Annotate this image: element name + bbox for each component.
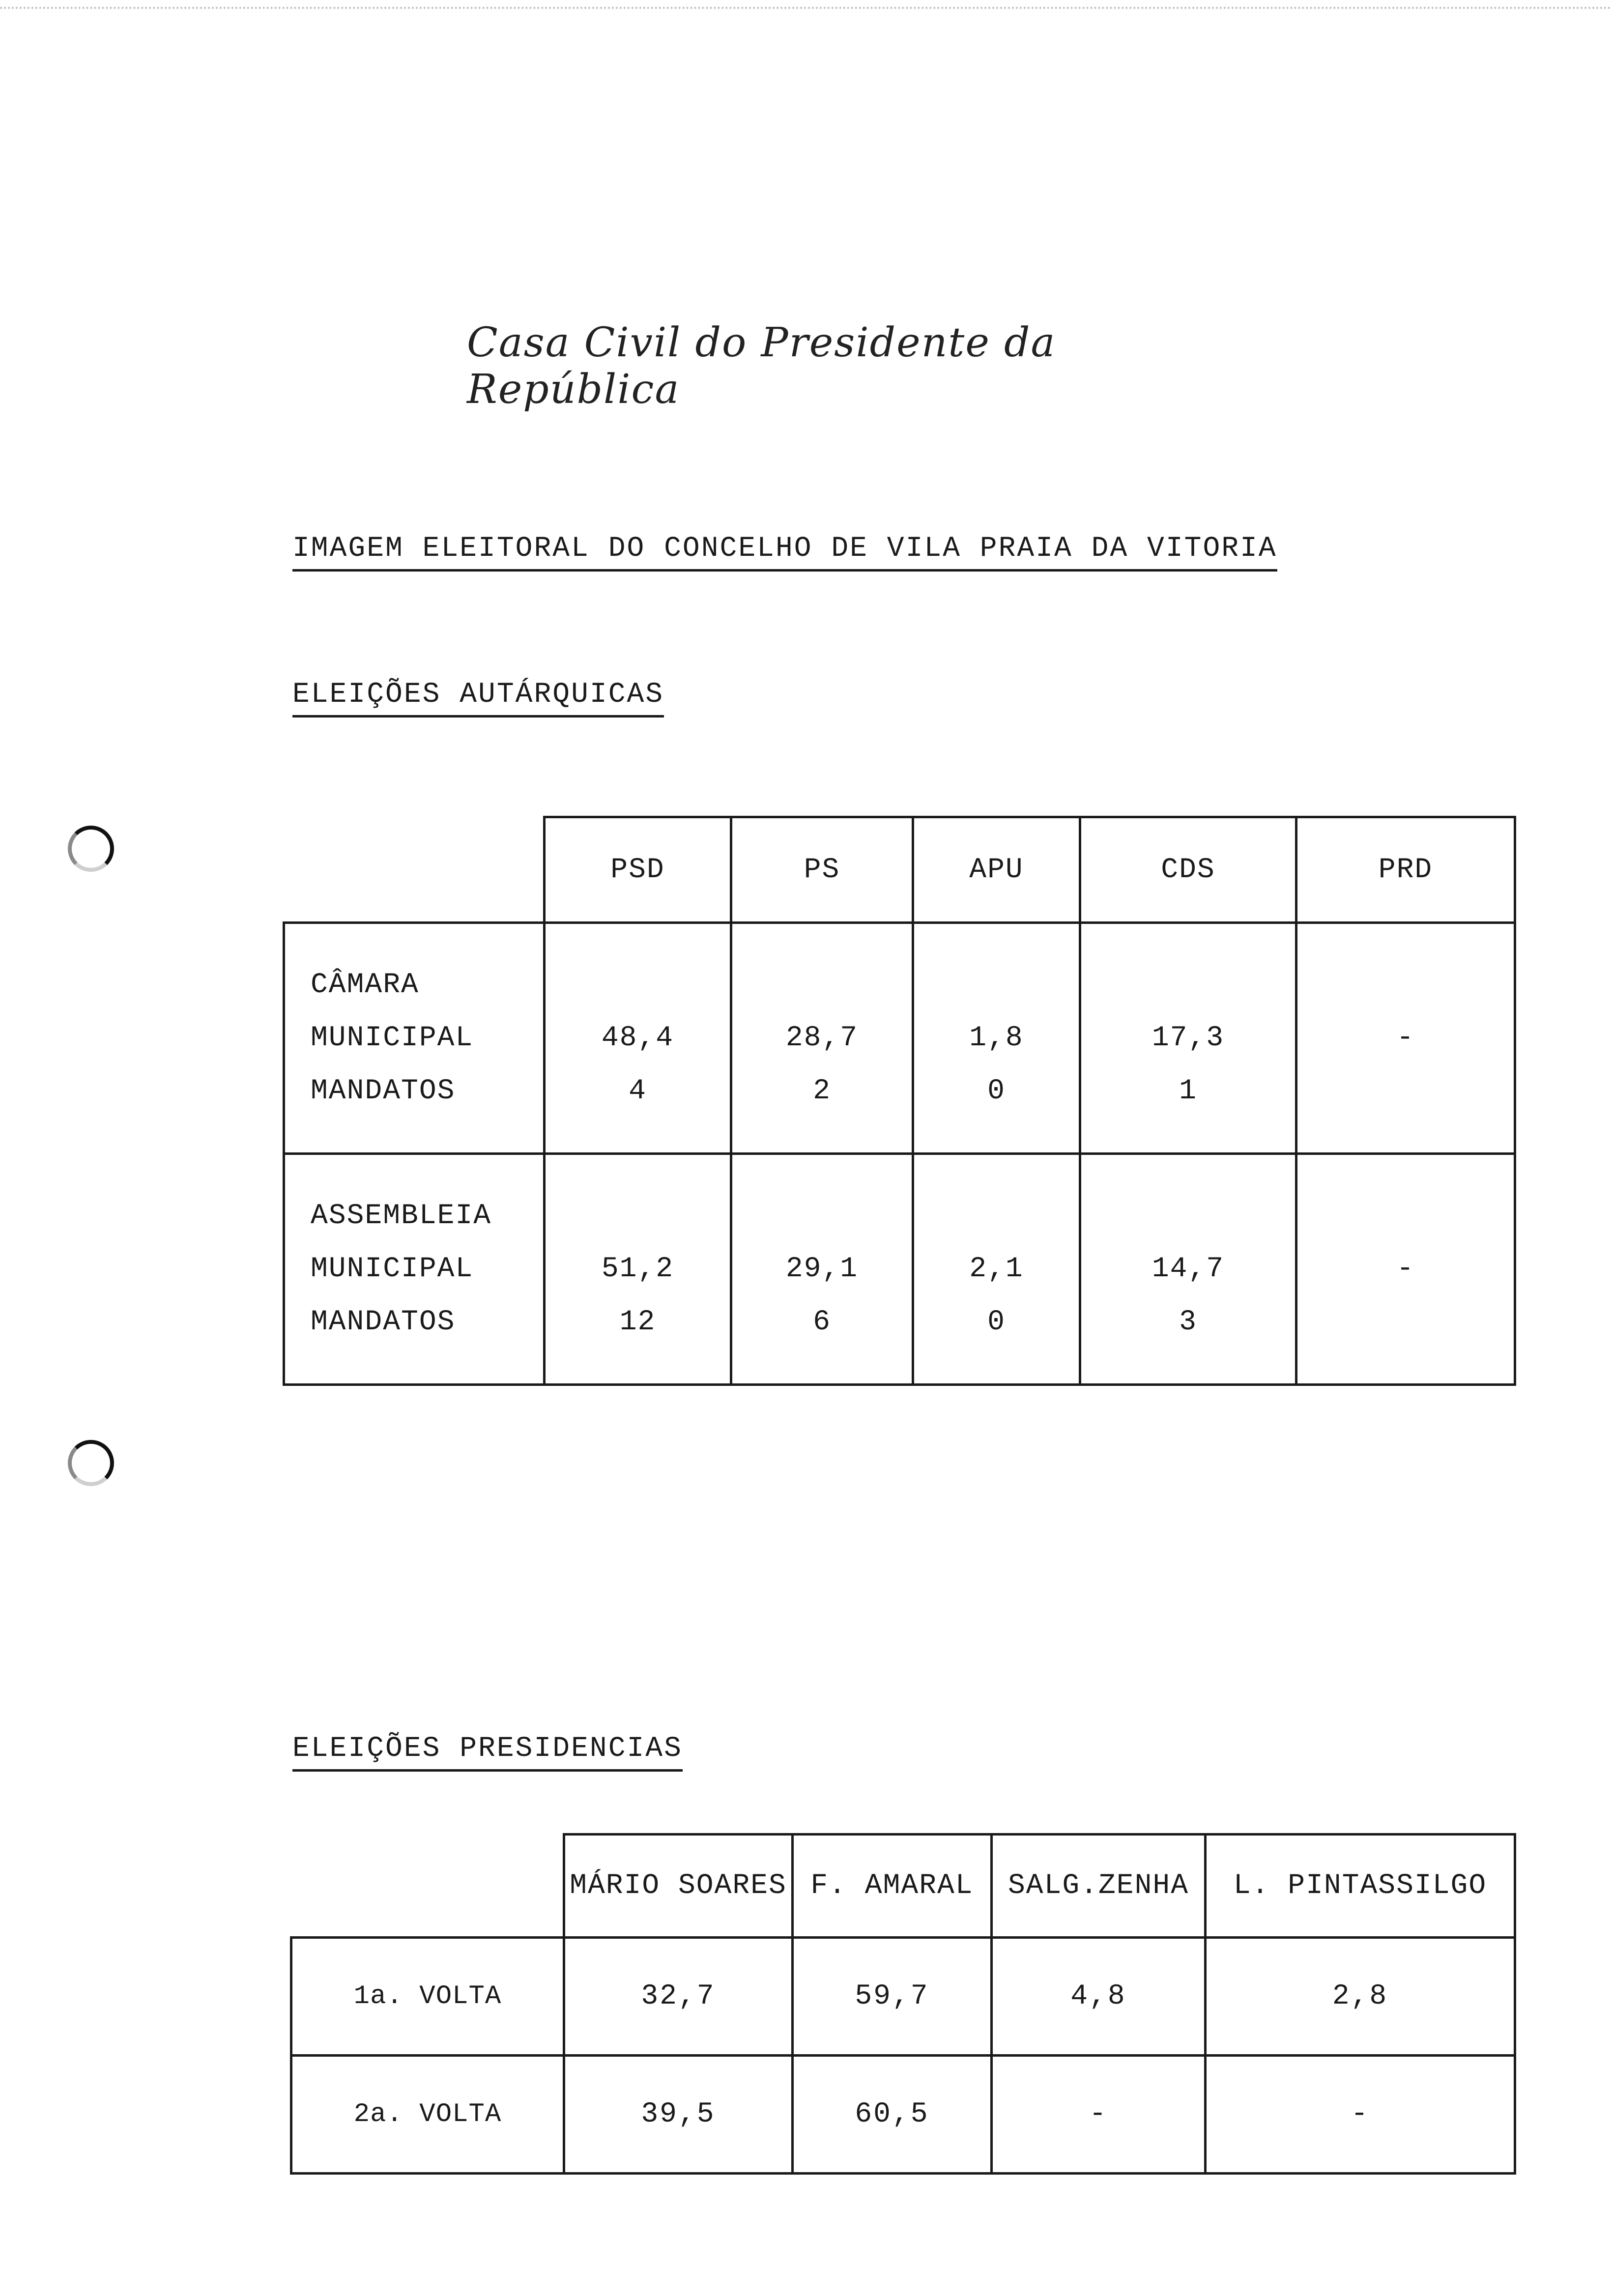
presidenciais-table — [290, 1833, 1516, 2175]
vote-value: - — [1396, 1022, 1415, 1054]
vote-value: - — [1396, 1253, 1415, 1285]
column-header-prd: PRD — [1296, 817, 1515, 923]
cell-cds — [1080, 923, 1296, 1154]
mandate-value: 12 — [619, 1306, 656, 1338]
row-label-line: MANDATOS — [311, 1075, 456, 1107]
mandate-value: 2 — [813, 1075, 831, 1107]
cell-l-pintassilgo: 2,8 — [1206, 1938, 1515, 2056]
corner-cell — [291, 1835, 564, 1938]
row-label: 1a. VOLTA — [291, 1938, 564, 2056]
cell-prd — [1296, 923, 1515, 1154]
column-header-salg-zenha: SALG.ZENHA — [992, 1835, 1206, 1938]
mandate-value: 1 — [1179, 1075, 1197, 1107]
corner-cell — [284, 817, 545, 923]
letterhead: Casa Civil do Presidente da República — [467, 319, 1056, 413]
column-header-f-amaral: F. AMARAL — [793, 1835, 992, 1938]
mandate-value — [1297, 1308, 1514, 1337]
document-title: IMAGEM ELEITORAL DO CONCELHO DE VILA PRAIA DA VITORIA — [292, 535, 1277, 572]
table-row — [291, 1938, 1515, 2056]
section-heading-presidenciais: ELEIÇÕES PRESIDENCIAS — [292, 1735, 683, 1772]
vote-value: 14,7 — [1151, 1253, 1225, 1285]
row-label: 2a. VOLTA — [291, 2056, 564, 2174]
row-label — [284, 1154, 545, 1385]
table-row — [284, 923, 1515, 1154]
row-label-line: MANDATOS — [311, 1306, 456, 1338]
punch-hole — [68, 826, 114, 872]
mandate-value: 6 — [813, 1306, 831, 1338]
cell-prd — [1296, 1154, 1515, 1385]
column-header-l-pintassilgo: L. PINTASSILGO — [1206, 1835, 1515, 1938]
scan-edge — [0, 0, 1612, 9]
row-label-line: MUNICIPAL — [311, 1253, 474, 1285]
mandate-value: 4 — [629, 1075, 647, 1107]
column-header-cds: CDS — [1080, 817, 1296, 923]
cell-f-amaral: 60,5 — [793, 2056, 992, 2174]
table-row — [291, 2056, 1515, 2174]
punch-hole — [68, 1440, 114, 1486]
cell-apu — [913, 923, 1080, 1154]
cell-ps — [731, 1154, 913, 1385]
column-header-mario-soares: MÁRIO SOARES — [564, 1835, 793, 1938]
cell-salg-zenha: 4,8 — [992, 1938, 1206, 2056]
cell-ps — [731, 923, 913, 1154]
column-header-psd: PSD — [545, 817, 731, 923]
cell-salg-zenha: - — [992, 2056, 1206, 2174]
mandate-value: 0 — [987, 1306, 1006, 1338]
cell-mario-soares: 39,5 — [564, 2056, 793, 2174]
vote-value: 2,1 — [969, 1253, 1024, 1285]
section-heading-autarquicas: ELEIÇÕES AUTÁRQUICAS — [292, 681, 664, 718]
column-header-ps: PS — [731, 817, 913, 923]
row-label-line: CÂMARA — [311, 969, 419, 1001]
vote-value: 28,7 — [785, 1022, 859, 1054]
cell-mario-soares: 32,7 — [564, 1938, 793, 2056]
row-label-line: MUNICIPAL — [311, 1022, 474, 1054]
table-header-row — [291, 1835, 1515, 1938]
mandate-value: 0 — [987, 1075, 1006, 1107]
vote-value: 48,4 — [601, 1022, 674, 1054]
vote-value: 17,3 — [1151, 1022, 1225, 1054]
cell-cds — [1080, 1154, 1296, 1385]
cell-apu — [913, 1154, 1080, 1385]
cell-psd — [545, 923, 731, 1154]
mandate-value: 3 — [1179, 1306, 1197, 1338]
cell-psd — [545, 1154, 731, 1385]
table-row — [284, 1154, 1515, 1385]
table-header-row — [284, 817, 1515, 923]
row-label — [284, 923, 545, 1154]
row-label-line: ASSEMBLEIA — [311, 1200, 492, 1232]
cell-l-pintassilgo: - — [1206, 2056, 1515, 2174]
cell-f-amaral: 59,7 — [793, 1938, 992, 2056]
column-header-apu: APU — [913, 817, 1080, 923]
vote-value: 1,8 — [969, 1022, 1024, 1054]
mandate-value — [1297, 1077, 1514, 1106]
vote-value: 51,2 — [601, 1253, 674, 1285]
autarquicas-table — [283, 816, 1516, 1386]
vote-value: 29,1 — [785, 1253, 859, 1285]
